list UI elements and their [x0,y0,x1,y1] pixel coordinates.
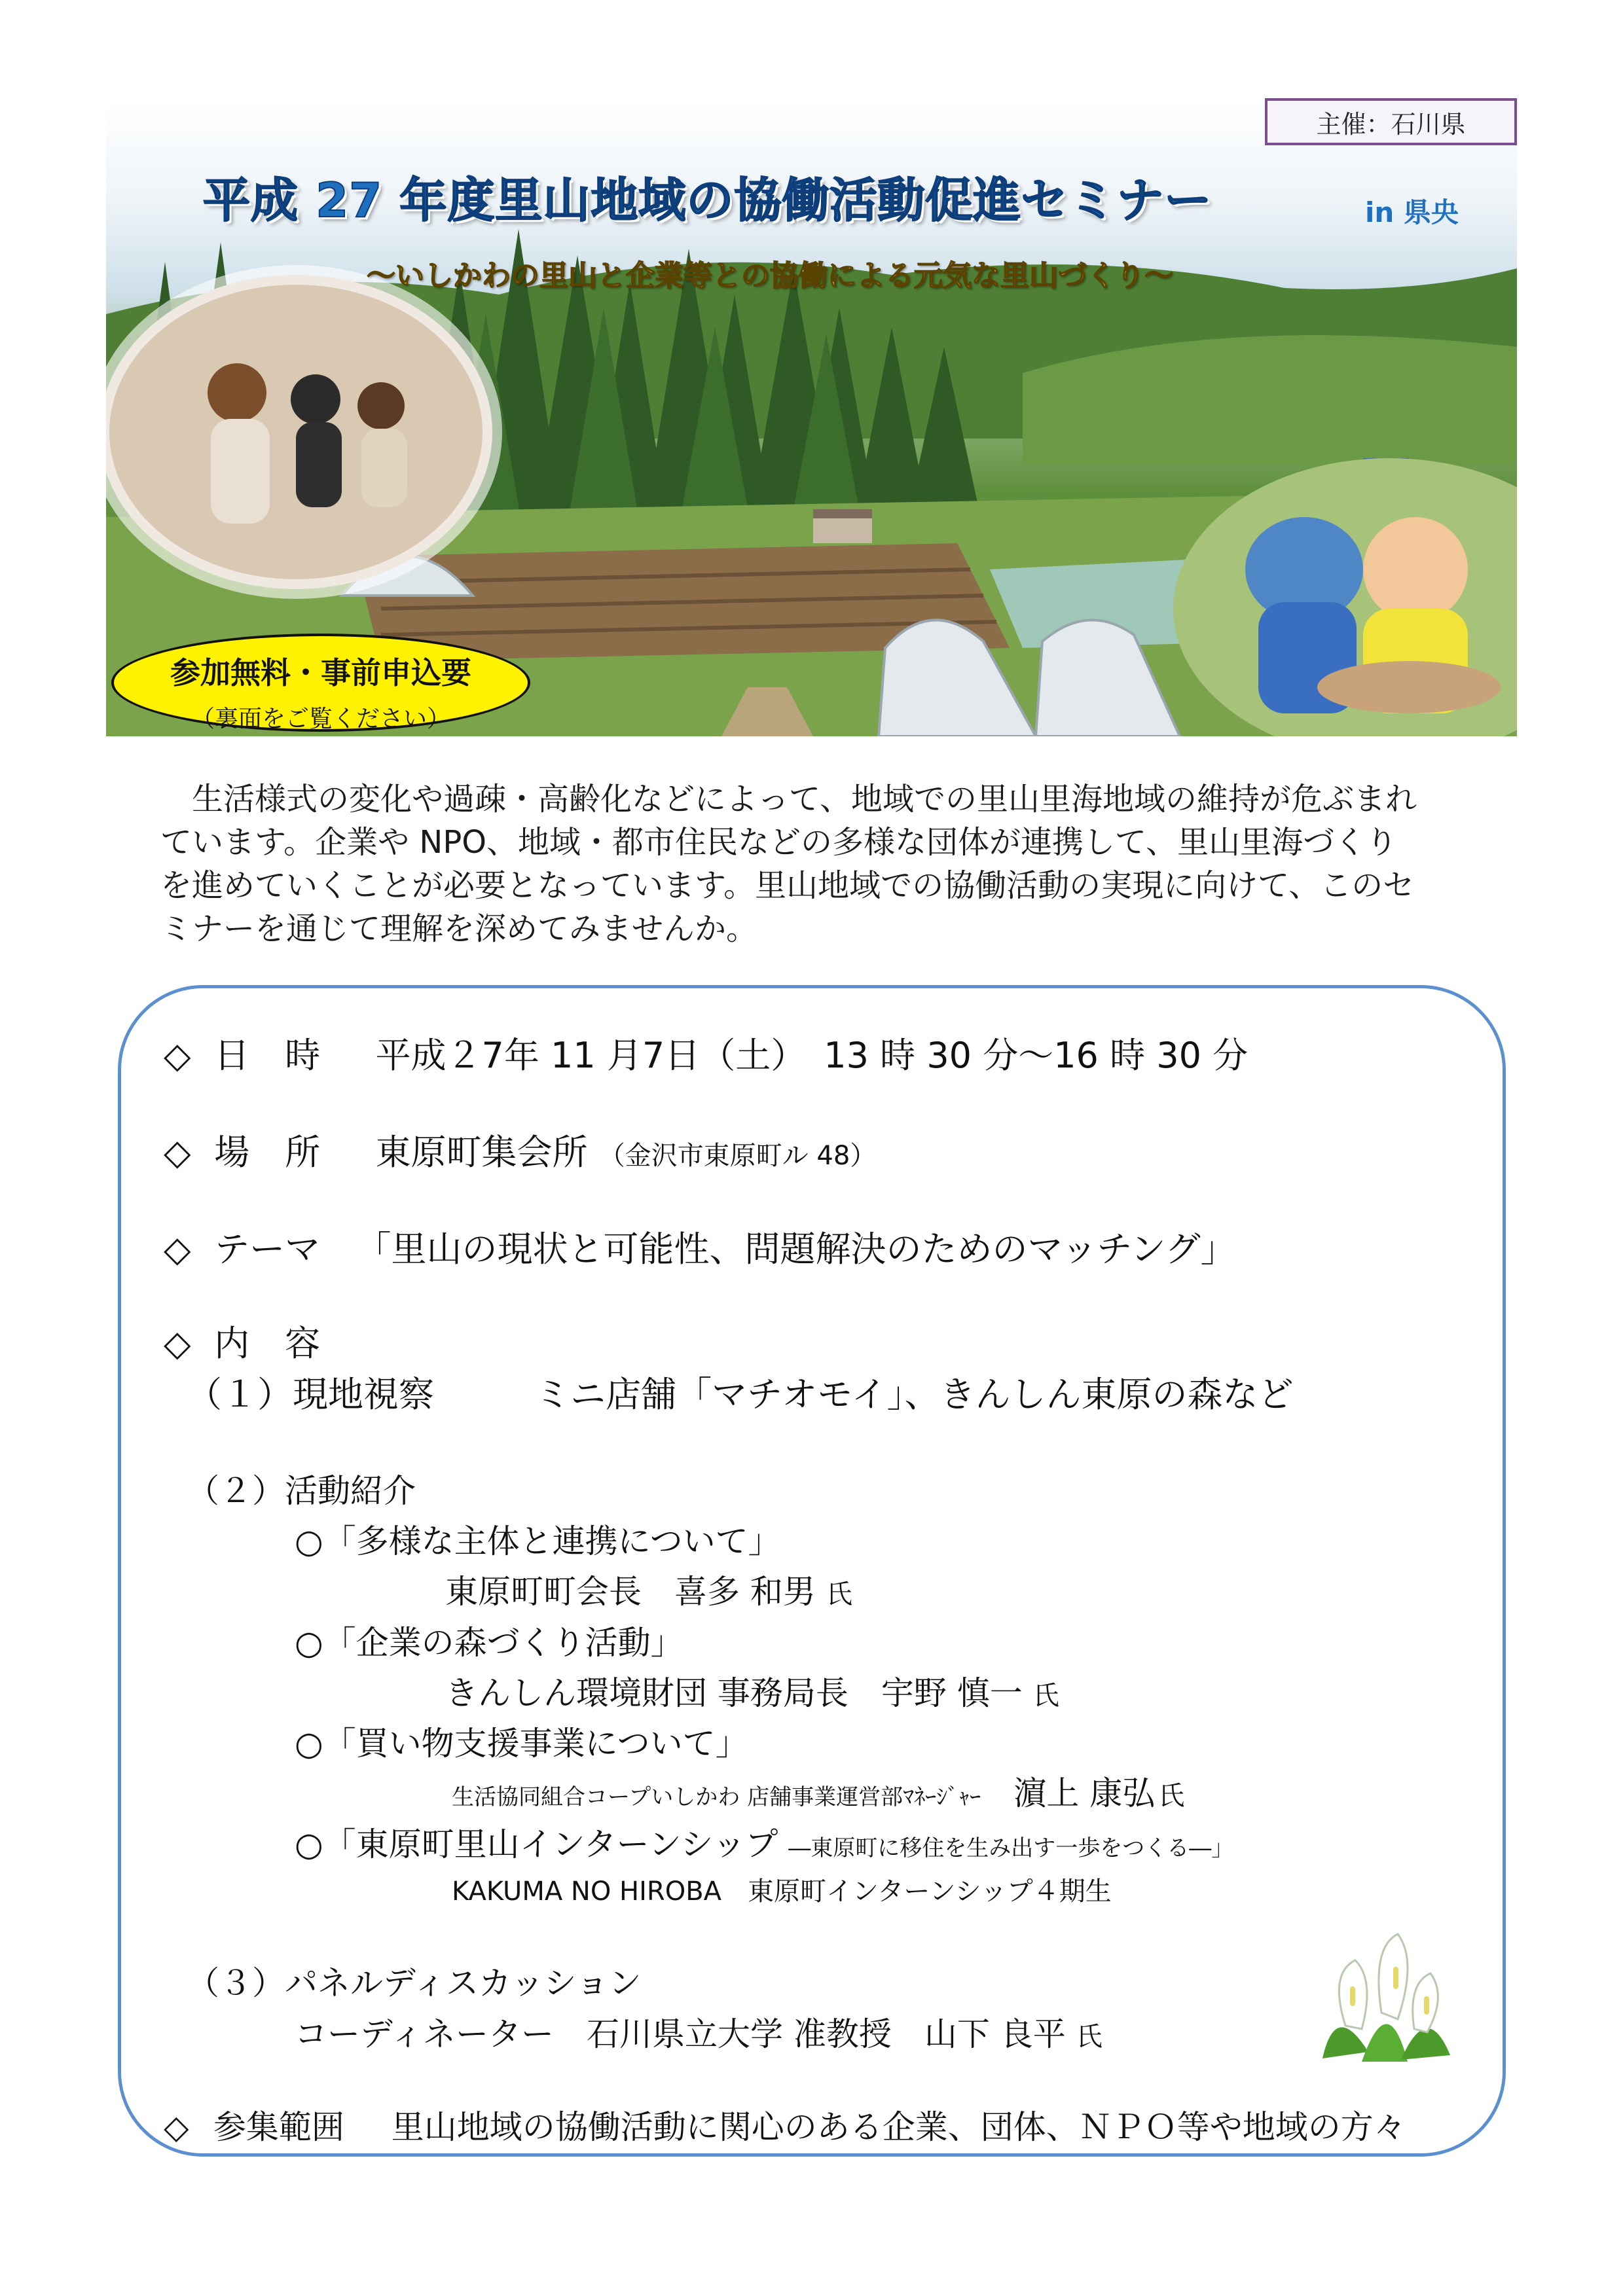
diamond-bullet-icon: ◇ [164,1229,191,1270]
talk-2-honorific: 氏 [1032,1681,1059,1711]
item3-honorific: 氏 [1076,2022,1103,2052]
item1-row [187,1367,1293,1417]
talk-1-title: 「多様な主体と連携について」 [323,1522,781,1560]
datetime-row [164,1028,1248,1078]
talk-4-speaker: KAKUMA NO HIROBA 東原町インターンシップ４期生 [452,1876,1112,1907]
intro-line: 生活様式の変化や過疎・高齢化などによって、地域での里山里海地域の維持が危ぶまれ [160,781,1417,817]
content-label: 内 容 [214,1323,321,1364]
talk-3-title: 「買い物支援事業について」 [323,1725,748,1763]
item1-label: （１）現地視察 [187,1374,434,1415]
talk-2-title-row [295,1617,684,1664]
audience-row [164,2101,1406,2148]
see-reverse-note: （裏面をご覧ください） [191,706,450,732]
theme-label: テーマ [214,1229,321,1270]
page-subtitle: ～いしかわの里山と企業等との協働による元気な里山づくり～ [367,259,1173,293]
talk-2-title: 「企業の森づくり活動」 [323,1624,684,1662]
content-row [164,1316,320,1366]
talk-3-speaker: 濵上 康弘 [1013,1774,1156,1812]
item1-value: ミニ店舗「マチオモイ」、きんしん東原の森など [535,1374,1294,1415]
talk-2-speaker: きんしん環境財団 事務局長 宇野 慎一 [445,1674,1023,1712]
talk-1-honorific: 氏 [826,1579,852,1609]
talk-3-affiliation: 生活協同組合コープいしかわ 店舗事業運営部ﾏﾈｰｼﾞｬｰ [452,1784,981,1810]
free-admission-badge [111,634,530,732]
datetime-value: 平成２7年 11 月7日（土） 13 時 30 分～16 時 30 分 [375,1035,1249,1076]
talk-1-title-row [295,1515,781,1562]
intro-paragraph [160,778,1483,950]
audience-label: 参集範囲 [213,2108,344,2146]
diamond-bullet-icon: ◇ [164,1132,191,1173]
theme-row [164,1221,1236,1272]
place-row [164,1124,876,1175]
talk-4-title-row [295,1818,1233,1865]
intro-line: ミナーを通じて理解を深めてみませんか。 [160,910,758,947]
item2-label: （２）活動紹介 [187,1472,416,1510]
talk-3-title-row [295,1717,748,1765]
circle-bullet-icon: ○ [295,1624,323,1662]
circle-bullet-icon: ○ [295,1725,323,1763]
intro-line: ています。企業や NPO、地域・都市住民などの多様な団体が連携して、里山里海づくり [160,824,1398,861]
skunk-cabbage-flower-icon [1309,1921,1460,2072]
free-admission-text: 参加無料・事前申込要 [170,655,471,691]
title-suffix: in 県央 [1365,196,1459,228]
diamond-bullet-icon: ◇ [164,2108,189,2146]
intro-line: を進めていくことが必要となっています。里山地域での協働活動の実現に向けて、このセ [160,867,1415,904]
talk-4-title: 「東原町里山インターンシップ [323,1825,778,1863]
talk-4-speaker-row [452,1871,1112,1908]
talk-3-honorific: 氏 [1158,1781,1185,1811]
item3-speaker: コーディネーター 石川県立大学 准教授 山下 良平 [295,2015,1066,2053]
talk-1-speaker-row [445,1566,852,1613]
item3-label: （３）パネルディスカッション [187,1964,642,2002]
page-title: 平成 27 年度里山地域の協働活動促進セミナー [203,173,1213,228]
talk-3-speaker-row [452,1767,1184,1814]
place-label: 場 所 [214,1132,321,1173]
item3-speaker-row [295,2008,1103,2055]
place-value: 東原町集会所 [375,1132,588,1173]
host-badge: 主催：石川県 [1265,98,1517,145]
diamond-bullet-icon: ◇ [164,1323,191,1364]
datetime-label: 日 時 [214,1035,321,1076]
circle-bullet-icon: ○ [295,1522,323,1560]
place-address: （金沢市東原町ル 48） [598,1141,877,1171]
diamond-bullet-icon: ◇ [164,1035,191,1076]
theme-value: 「里山の現状と可能性、問題解決のためのマッチング」 [356,1229,1236,1270]
audience-value: 里山地域の協働活動に関心のある企業、団体、ＮＰＯ等や地域の方々 [391,2108,1406,2146]
talk-1-speaker: 東原町町会長 喜多 和男 [445,1573,816,1611]
talk-4-subtitle: ―東原町に移住を生み出す一歩をつくる―」 [788,1835,1234,1861]
talk-2-speaker-row [445,1667,1059,1714]
circle-bullet-icon: ○ [295,1825,323,1863]
